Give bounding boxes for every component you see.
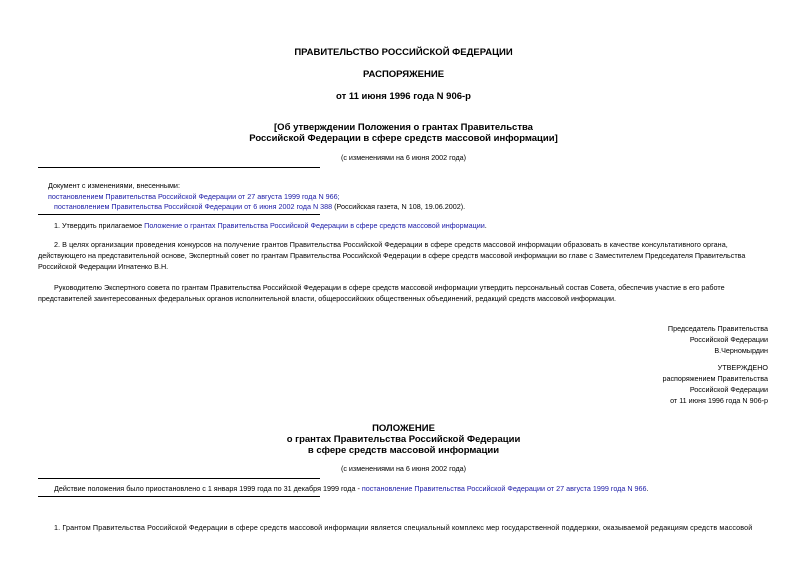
paragraph-3: Руководителю Экспертного совета по грантам Правительства Российской Федерации в сфере средств массовой информации утвердить персональный состав Совета, обеспечив участие в его работе представителей заинтересованных федеральных органов исполнительной власти, общероссийских общественных объединений, редакций средств массовой информации. <box>38 283 725 303</box>
paragraph-2: 2. В целях организации проведения конкурсов на получение грантов Правительства Российской Федерации в сфере средств массовой информации образовать в качестве консультативного органа, действующего на представительной основе, Экспертный совет по грантам Правительства Российской Федерации в сфере средств массовой информации во главе с Заместителем Председателя Правительства Российской Федерации Игнатенко В.Н. <box>38 240 746 271</box>
regulation-paragraph-1: 1. Грантом Правительства Российской Федерации в сфере средств массовой информации является специальный комплекс мер государственной поддержки, оказываемой редакциям средств массовой <box>54 523 753 532</box>
regulation-subtitle-2: в сфере средств массовой информации <box>307 445 500 456</box>
suspension-note: Действие положения было приостановлено с 1 января 1999 года по 31 декабря 1999 года - постановление Правительства Российской Федерации от 27 августа 1999 года N 966. <box>54 484 649 493</box>
regulation-title: ПОЛОЖЕНИЕ <box>372 423 435 434</box>
amendment-link-2-suffix: (Российская газета, N 108, 19.06.2002). <box>332 202 466 211</box>
document-type: РАСПОРЯЖЕНИЕ <box>362 69 445 80</box>
paragraph-1: 1. Утвердить прилагаемое Положение о грантах Правительства Российской Федерации в сфере средств массовой информации. <box>54 221 487 230</box>
regulation-subtitle-1: о грантах Правительства Российской Федерации <box>286 434 521 445</box>
amendment-link-2[interactable]: постановлением Правительства Российской Федерации от 6 июня 2002 года N 388 <box>54 202 333 211</box>
document-title-line-1: [Об утверждении Положения о грантах Правительства <box>274 122 533 133</box>
regulation-changes-note: (с изменениями на 6 июня 2002 года) <box>340 464 467 473</box>
amendment-line-2 <box>54 202 465 211</box>
divider-regulation <box>38 478 320 479</box>
amendment-link-1[interactable]: постановлением Правительства Российской Федерации от 27 августа 1999 года N 966; <box>48 192 340 201</box>
approval-block: УТВЕРЖДЕНО распоряжением Правительства Российской Федерации от 11 июня 1996 года N 906-р <box>662 363 768 405</box>
government-heading: ПРАВИТЕЛЬСТВО РОССИЙСКОЙ ФЕДЕРАЦИИ <box>294 47 513 58</box>
document-title-line-2: Российской Федерации в сфере средств массовой информации] <box>249 133 558 144</box>
suspension-link[interactable]: постановление Правительства Российской Федерации от 27 августа 1999 года N 966 <box>361 484 647 493</box>
divider-top <box>38 167 320 168</box>
changes-note: (с изменениями на 6 июня 2002 года) <box>340 153 467 162</box>
divider-amendments <box>38 214 320 215</box>
document-date: от 11 июня 1996 года N 906-р <box>336 91 471 102</box>
divider-suspension <box>38 496 320 497</box>
amendments-intro: Документ с изменениями, внесенными: <box>48 181 180 190</box>
regulation-link[interactable]: Положение о грантах Правительства Российской Федерации в сфере средств массовой информации <box>144 221 485 230</box>
signature-block: Председатель Правительства Российской Федерации В.Черномырдин <box>667 324 768 355</box>
